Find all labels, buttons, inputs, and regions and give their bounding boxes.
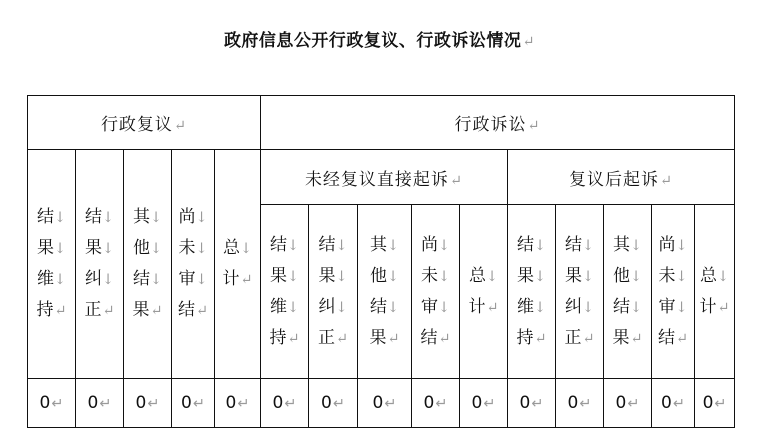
header-char-text: 总 [468, 265, 486, 286]
line-break-icon: ↓ [149, 210, 163, 226]
header-char-text: 果 [564, 265, 582, 286]
column-header [508, 205, 556, 379]
line-break-icon: ↓ [386, 268, 400, 285]
column-header-text [604, 230, 651, 354]
header-char-text: 结 [84, 207, 102, 227]
column-header-char [318, 261, 347, 292]
table-cell-value [261, 379, 309, 428]
table-cell-value [508, 379, 556, 428]
header-char-text: 他 [369, 265, 387, 286]
statistics-table [27, 95, 735, 428]
line-break-icon: ↓ [675, 237, 688, 254]
header-char-text: 他 [132, 238, 150, 258]
header-row-1 [28, 96, 735, 150]
column-header-char [421, 230, 450, 261]
line-break-icon: ↓ [53, 210, 67, 226]
cell-value-text: 0 [661, 393, 672, 413]
header-char-text: 结 [564, 234, 582, 255]
column-header-char [658, 230, 687, 261]
table-cell-value [556, 379, 604, 428]
column-header [652, 205, 695, 379]
table-cell-value [172, 379, 215, 428]
line-break-icon: ↓ [533, 299, 547, 316]
paragraph-mark-icon: ↵ [195, 303, 209, 319]
column-header-char [370, 292, 399, 323]
column-header-char [612, 323, 642, 354]
line-break-icon: ↓ [286, 268, 300, 285]
column-header-char [178, 233, 207, 264]
paragraph-mark-icon: ↵ [173, 118, 188, 134]
paragraph-mark-icon: ↵ [102, 303, 115, 319]
line-break-icon: ↓ [629, 268, 643, 285]
line-break-icon: ↓ [437, 237, 451, 254]
cell-value-text: 0 [615, 393, 627, 413]
column-header [124, 150, 172, 379]
line-break-icon: ↓ [533, 237, 547, 254]
column-header-char [318, 230, 347, 261]
column-header-char [178, 202, 207, 233]
header-char-text: 结 [657, 327, 675, 348]
line-break-icon: ↓ [675, 268, 688, 285]
column-header [695, 205, 735, 379]
column-header-char [613, 230, 642, 261]
cell-value-text: 0 [567, 393, 579, 413]
line-break-icon: ↓ [101, 241, 115, 257]
header-char-text: 纠 [84, 269, 102, 289]
table-cell-value [358, 379, 412, 428]
paragraph-mark-icon: ↵ [192, 396, 205, 412]
line-break-icon: ↓ [335, 268, 348, 285]
cell-value-text: 0 [321, 393, 332, 413]
header-char-text: 正 [564, 327, 582, 348]
header-litigation-after-review: 复议后起诉↵ [508, 150, 735, 205]
column-header-text [76, 202, 123, 326]
column-header-char [270, 261, 299, 292]
column-header-text [215, 233, 260, 295]
line-break-icon: ↓ [581, 299, 595, 316]
header-char-text: 结 [132, 269, 150, 289]
line-break-icon: ↓ [53, 241, 67, 257]
line-break-icon: ↓ [286, 299, 300, 316]
column-header-char [37, 264, 66, 295]
header-char-text: 尚 [420, 234, 438, 255]
header-char-text: 果 [369, 327, 387, 348]
header-char-text: 未 [420, 265, 438, 286]
table-cell-value [652, 379, 695, 428]
header-char-text: 果 [132, 300, 150, 320]
paragraph-mark-icon: ↵ [99, 396, 112, 412]
column-header-char [516, 323, 546, 354]
header-char-text: 纠 [318, 296, 336, 317]
column-header-text [460, 261, 507, 323]
paragraph-mark-icon: ↵ [54, 303, 67, 319]
column-header [556, 205, 604, 379]
header-char-text: 正 [317, 327, 335, 348]
column-header-text [261, 230, 308, 354]
table-cell-value [28, 379, 76, 428]
paragraph-mark-icon: ↵ [449, 172, 464, 189]
header-char-text: 结 [420, 327, 438, 348]
column-header-char [699, 292, 729, 323]
cell-value-text: 0 [372, 393, 384, 413]
column-header-text [508, 230, 555, 354]
line-break-icon: ↓ [581, 268, 595, 285]
paragraph-mark-icon: ↵ [627, 396, 640, 412]
header-char-text: 果 [84, 238, 102, 258]
column-header-char [658, 292, 687, 323]
header-char-text: 审 [178, 269, 196, 289]
column-header-char [658, 323, 688, 354]
header-char-text: 果 [318, 265, 336, 286]
column-header-text [652, 230, 694, 354]
line-break-icon: ↓ [485, 268, 499, 285]
column-header-char [85, 264, 114, 295]
line-break-icon: ↓ [195, 210, 208, 226]
column-header-char [223, 233, 252, 264]
column-header-char [565, 261, 594, 292]
line-break-icon: ↓ [239, 241, 253, 257]
line-break-icon: ↓ [675, 299, 688, 316]
header-char-text: 尚 [178, 207, 196, 227]
paragraph-mark-icon: ↵ [387, 330, 400, 347]
header-char-text: 维 [36, 269, 54, 289]
column-header-char [133, 202, 162, 233]
column-header-text [28, 202, 75, 326]
line-break-icon: ↓ [101, 210, 115, 226]
table-cell-value [695, 379, 735, 428]
line-break-icon: ↓ [286, 237, 300, 254]
line-break-icon: ↓ [716, 268, 730, 285]
line-break-icon: ↓ [581, 237, 595, 254]
column-header-char [370, 261, 399, 292]
table-cell-value [460, 379, 508, 428]
column-header-char [222, 264, 252, 295]
header-char-text: 结 [516, 234, 534, 255]
column-header-char [565, 292, 594, 323]
column-header-char [613, 261, 642, 292]
header-char-text: 持 [516, 327, 534, 348]
column-header-char [85, 233, 114, 264]
column-header [215, 150, 261, 379]
paragraph-mark-icon: ↵ [332, 396, 345, 412]
table-cell-value [76, 379, 124, 428]
header-char-text: 维 [269, 296, 287, 317]
column-header-char [369, 323, 399, 354]
cell-value-text: 0 [135, 393, 147, 413]
paragraph-mark-icon: ↵ [486, 299, 499, 316]
line-break-icon: ↓ [386, 237, 400, 254]
column-header [28, 150, 76, 379]
column-header-char [133, 264, 162, 295]
header-char-text: 果 [516, 265, 534, 286]
column-header-char [658, 261, 687, 292]
header-char-text: 计 [222, 269, 240, 289]
table-cell-value [309, 379, 358, 428]
column-header-text [412, 230, 459, 354]
column-header [460, 205, 508, 379]
paragraph-mark-icon: ↵ [147, 396, 160, 412]
paragraph-mark-icon: ↵ [522, 34, 536, 50]
column-header-char [270, 292, 299, 323]
line-break-icon: ↓ [101, 272, 115, 288]
header-char-text: 审 [658, 296, 676, 317]
header-char-text: 审 [420, 296, 438, 317]
column-header-char [269, 323, 299, 354]
cell-value-text: 0 [39, 393, 51, 413]
column-header-text [172, 202, 214, 326]
line-break-icon: ↓ [335, 299, 348, 316]
header-char-text: 未 [658, 265, 676, 286]
paragraph-mark-icon: ↵ [284, 396, 297, 412]
value-row [28, 379, 735, 428]
column-header-char [565, 230, 594, 261]
column-header-char [318, 292, 347, 323]
column-header-text [309, 230, 357, 354]
table-cell-value [604, 379, 652, 428]
cell-value-text: 0 [272, 393, 284, 413]
column-header-char [318, 323, 348, 354]
header-char-text: 总 [222, 238, 240, 258]
column-header-char [700, 261, 729, 292]
line-break-icon: ↓ [195, 241, 208, 257]
column-header [412, 205, 460, 379]
column-header-text [124, 202, 171, 326]
column-header-char [370, 230, 399, 261]
header-direct-litigation: 未经复议直接起诉↵ [261, 150, 508, 205]
column-header-char [564, 323, 594, 354]
header-char-text: 其 [612, 234, 630, 255]
paragraph-mark-icon: ↵ [579, 396, 592, 412]
paragraph-mark-icon: ↵ [384, 396, 397, 412]
paragraph-mark-icon: ↵ [335, 330, 349, 347]
line-break-icon: ↓ [149, 241, 163, 257]
paragraph-mark-icon: ↵ [435, 396, 448, 412]
paragraph-mark-icon: ↵ [287, 330, 300, 347]
header-char-text: 果 [36, 238, 54, 258]
line-break-icon: ↓ [53, 272, 67, 288]
column-header [172, 150, 215, 379]
line-break-icon: ↓ [629, 237, 643, 254]
line-break-icon: ↓ [195, 272, 208, 288]
header-char-text: 其 [369, 234, 387, 255]
cell-value-text: 0 [181, 393, 192, 413]
cell-value-text: 0 [519, 393, 531, 413]
header-char-text: 结 [369, 296, 387, 317]
column-header-char [85, 202, 114, 233]
cell-value-text: 0 [702, 393, 714, 413]
paragraph-mark-icon: ↵ [438, 330, 451, 347]
column-header-char [469, 261, 498, 292]
column-header-char [178, 295, 208, 326]
paragraph-mark-icon: ↵ [51, 396, 64, 412]
header-char-text: 果 [612, 327, 630, 348]
header-char-text: 其 [132, 207, 150, 227]
column-header-char [468, 292, 498, 323]
column-header-char [421, 292, 450, 323]
header-char-text: 总 [699, 265, 717, 286]
line-break-icon: ↓ [437, 299, 451, 316]
column-header-char [84, 295, 114, 326]
header-char-text: 持 [36, 300, 54, 320]
cell-value-text: 0 [87, 393, 99, 413]
column-header [76, 150, 124, 379]
column-header-char [37, 233, 66, 264]
paragraph-mark-icon: ↵ [717, 299, 730, 316]
column-header [309, 205, 358, 379]
line-break-icon: ↓ [149, 272, 163, 288]
header-row-2 [28, 150, 735, 205]
paragraph-mark-icon: ↵ [531, 396, 544, 412]
paragraph-mark-icon: ↵ [659, 172, 674, 189]
line-break-icon: ↓ [386, 299, 400, 316]
column-header-char [132, 295, 162, 326]
column-header-char [37, 202, 66, 233]
paragraph-mark-icon: ↵ [527, 118, 541, 134]
header-char-text: 他 [612, 265, 630, 286]
paragraph-mark-icon: ↵ [675, 330, 689, 347]
table-cell-value [412, 379, 460, 428]
header-char-text: 纠 [564, 296, 582, 317]
header-char-text: 结 [318, 234, 336, 255]
header-char-text: 尚 [658, 234, 676, 255]
line-break-icon: ↓ [533, 268, 547, 285]
paragraph-mark-icon: ↵ [534, 330, 547, 347]
paragraph-mark-icon: ↵ [240, 272, 253, 288]
paragraph-mark-icon: ↵ [582, 330, 595, 347]
column-header-char [270, 230, 299, 261]
column-header [604, 205, 652, 379]
paragraph-mark-icon: ↵ [150, 303, 163, 319]
column-header-char [421, 261, 450, 292]
line-break-icon: ↓ [437, 268, 451, 285]
cell-value-text: 0 [471, 393, 483, 413]
header-char-text: 持 [269, 327, 287, 348]
column-header-char [420, 323, 450, 354]
paragraph-mark-icon: ↵ [483, 396, 496, 412]
column-header-text [695, 261, 734, 323]
header-administrative-litigation: 行政诉讼↵ [261, 96, 735, 150]
column-header [261, 205, 309, 379]
column-header-char [517, 292, 546, 323]
table-cell-value [215, 379, 261, 428]
cell-value-text: 0 [423, 393, 435, 413]
column-header [358, 205, 412, 379]
table-cell-value [124, 379, 172, 428]
cell-value-text: 0 [225, 393, 237, 413]
paragraph-mark-icon: ↵ [237, 396, 250, 412]
column-header-text [556, 230, 603, 354]
header-char-text: 果 [269, 265, 287, 286]
paragraph-mark-icon: ↵ [714, 396, 727, 412]
header-char-text: 正 [84, 300, 102, 320]
header-administrative-review: 行政复议↵ [28, 96, 261, 150]
header-char-text: 结 [36, 207, 54, 227]
header-char-text: 结 [269, 234, 287, 255]
column-header-char [178, 264, 207, 295]
line-break-icon: ↓ [335, 237, 348, 254]
header-char-text: 未 [178, 238, 196, 258]
header-char-text: 计 [468, 296, 486, 317]
column-header-text [358, 230, 411, 354]
header-char-text: 结 [177, 300, 195, 320]
column-header-char [36, 295, 66, 326]
line-break-icon: ↓ [629, 299, 643, 316]
column-header-char [517, 230, 546, 261]
column-header-char [133, 233, 162, 264]
header-char-text: 维 [516, 296, 534, 317]
paragraph-mark-icon: ↵ [630, 330, 643, 347]
header-char-text: 结 [612, 296, 630, 317]
header-char-text: 计 [699, 296, 717, 317]
column-header-char [613, 292, 642, 323]
document-title: 政府信息公开行政复议、行政诉讼情况↵ [223, 31, 536, 51]
column-header-char [517, 261, 546, 292]
paragraph-mark-icon: ↵ [672, 396, 685, 412]
